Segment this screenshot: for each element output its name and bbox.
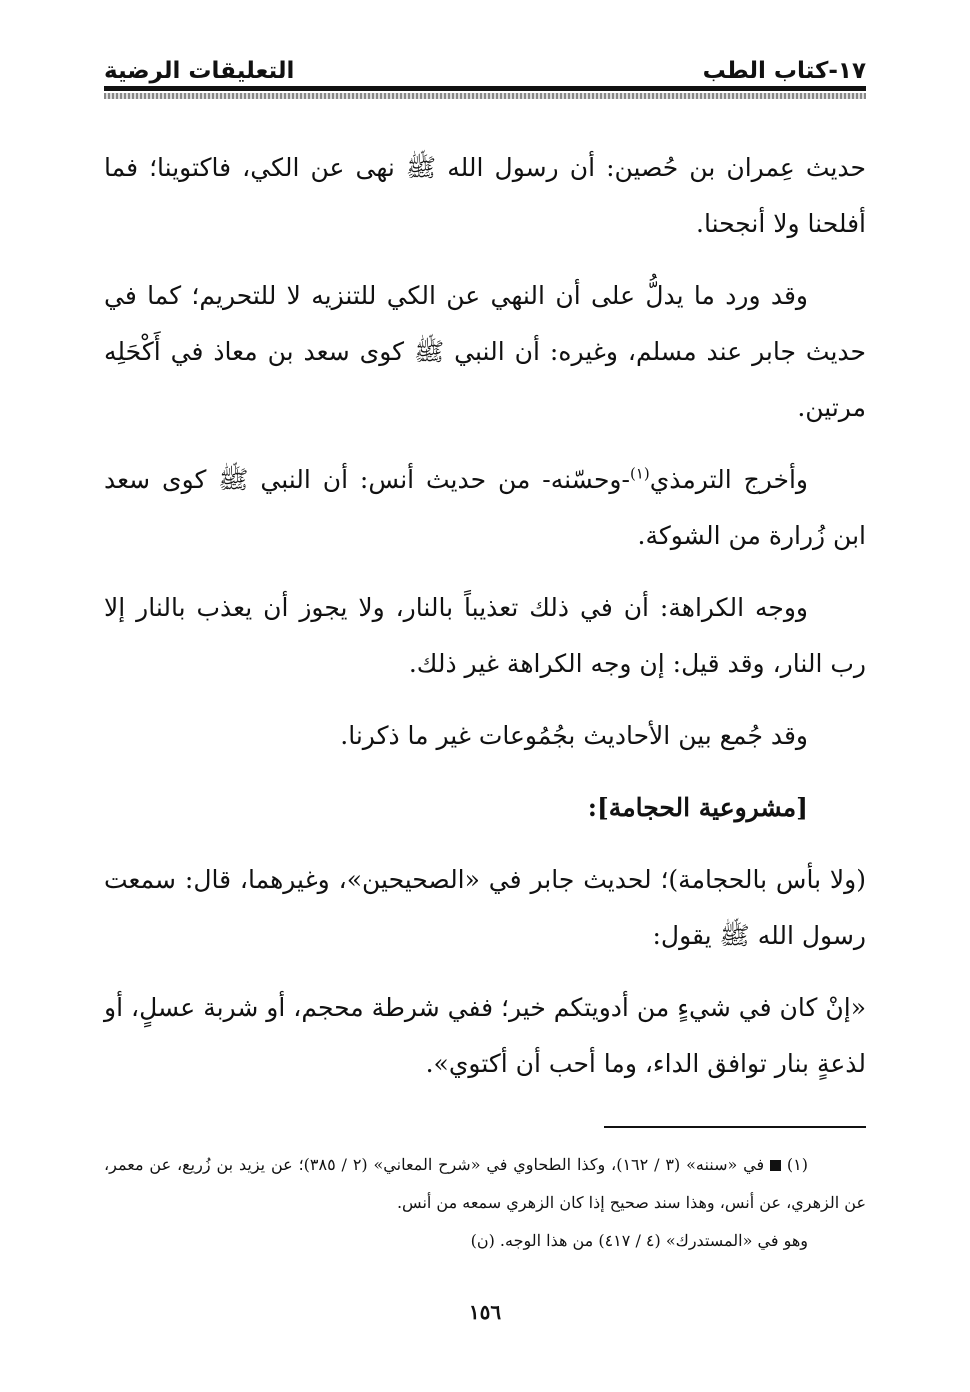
- paragraph-hijama: (ولا بأس بالحجامة)؛ لحديث جابر في «الصحيحين»، وغيرهما، قال: سمعت رسول الله ﷺ يقول:: [104, 865, 866, 950]
- paragraph-hadith-quote: «إنْ كان في شيءٍ من أدويتكم خير؛ ففي شرطة محجم، أو شربة عسلٍ، أو لذعةٍ بنار توافق الداء، وما أحب أن أكتوي».: [104, 993, 866, 1078]
- main-text: [104, 140, 866, 1108]
- paragraph-tirmidhi: [104, 452, 866, 564]
- paragraph-tanzih: وقد ورد ما يدلُّ على أن النهي عن الكي للتنزيه لا للتحريم؛ كما في حديث جابر عند مسلم، وغيره: أن النبي ﷺ كوى سعد بن معاذ في أَكْحَلِه مرتين.: [104, 281, 866, 422]
- footnote-1-number: (١): [786, 1155, 808, 1174]
- paragraph-jumu: وقد جُمع بين الأحاديث بجُمُوعات غير ما ذكرنا.: [340, 721, 808, 750]
- book-title: التعليقات الرضية: [104, 58, 295, 84]
- paragraph-karaha: ووجه الكراهة: أن في ذلك تعذيباً بالنار، ولا يجوز أن يعذب بالنار إلا رب النار، وقد قيل: إن وجه الكراهة غير ذلك.: [104, 593, 866, 678]
- footnote-separator: [604, 1126, 866, 1128]
- footnote-1-text: في «سننه» (٣ / ١٦٢)، وكذا الطحاوي في «شرح المعاني» (٢ / ٣٨٥)؛ عن يزيد بن زُريع، عن معمر، عن الزهري، عن أنس، وهذا سند صحيح إذا كان الزهري سمعه من أنس.: [104, 1155, 866, 1212]
- footnote-1: [104, 1146, 866, 1222]
- paragraph-imran-hadith: حديث عِمران بن حُصين: أن رسول الله ﷺ نهى عن الكي، فاكتوينا؛ فما أفلحنا ولا أنجحنا.: [104, 153, 866, 238]
- tirmidhi-lead: وأخرج الترمذي: [649, 465, 808, 494]
- page-number: ١٥٦: [468, 1300, 502, 1324]
- symbol-square-icon: [770, 1160, 781, 1171]
- footnotes: [104, 1146, 866, 1260]
- section-heading-hijama: [مشروعية الحجامة]:: [587, 793, 808, 822]
- chapter-title: ١٧-كتاب الطب: [702, 58, 866, 84]
- footnote-1-continuation: وهو في «المستدرك» (٤ / ٤١٧) من هذا الوجه. (ن): [470, 1231, 808, 1250]
- tirmidhi-rest: -وحسّنه- من حديث أنس: أن النبي ﷺ كوى سعد ابن زُرارة من الشوكة.: [104, 465, 866, 550]
- header-rule: [104, 86, 866, 100]
- footnote-marker: (١): [629, 464, 650, 483]
